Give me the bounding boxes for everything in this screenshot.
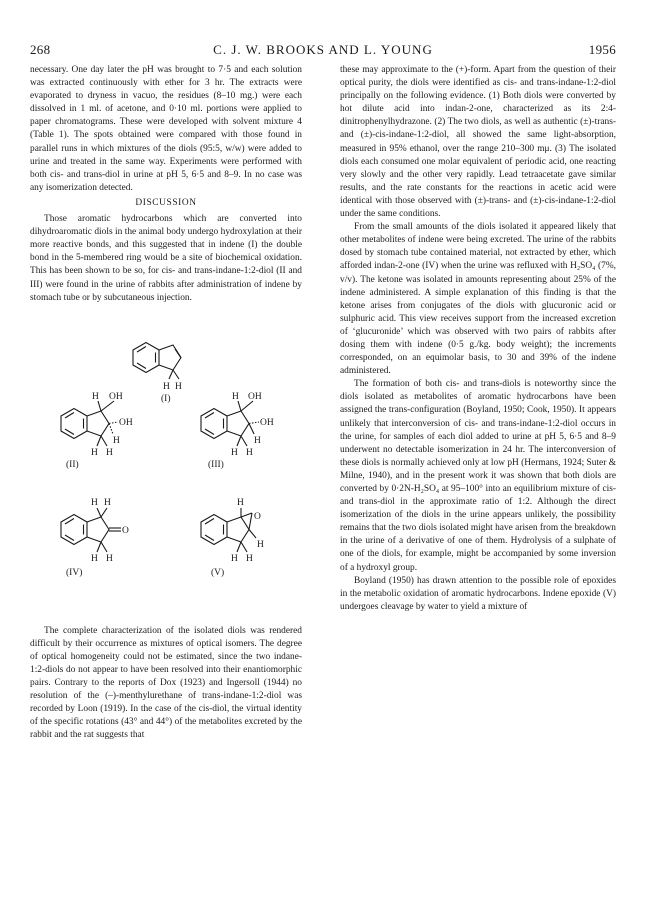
atom-h: H bbox=[232, 391, 239, 402]
atom-h: H bbox=[257, 539, 264, 550]
atom-h: H bbox=[106, 553, 113, 564]
atom-h: H bbox=[246, 447, 253, 458]
atom-oh: OH bbox=[119, 417, 133, 428]
structure-epoxide bbox=[201, 508, 256, 552]
right-column bbox=[340, 64, 616, 614]
section-heading: DISCUSSION bbox=[135, 197, 197, 208]
atom-h: H bbox=[175, 381, 182, 392]
atom-h: H bbox=[163, 381, 170, 392]
atom-oh: OH bbox=[109, 391, 123, 402]
atom-h: H bbox=[92, 391, 99, 402]
atom-h: H bbox=[91, 553, 98, 564]
atom-h: H bbox=[231, 553, 238, 564]
atom-h: H bbox=[237, 497, 244, 508]
page-header bbox=[30, 42, 616, 60]
paragraph: The formation of both cis- and trans-diols is noteworthy since the diols isolated as metabolites of aromatic hydrocarbons have been assigned the trans-configuration (Boyland, 1950; Cook, 1950). It appears unlikely that interconversion of cis- and trans-indane-1:2-diol occurs in the urine, for samples of each diol added to urine at pH 5, 6·5 and 8–9 underwent no detectable isomerization in 24 hr. The interconversion of these diols is normally achieved only at low pH (Hermans, 1924; Suter & Milne, 1940), and in the present work it was shown that both diols are converted by 0·2N-H₂SO₄ at 95–100° into an equilibrium mixture of cis- and trans-diol in the approximate ratio of 1:2. Although the direct isomerization of the diols in the urine appears unlikely, the possibility remains that the two diols isolated might have arisen from the breakdown in the urine of a derivative of one of them. Hydrolysis of a sulphate of one of the diols, for example, might be accompanied by some inversion of a hydroxyl group. bbox=[340, 379, 616, 573]
atom-oh: OH bbox=[260, 417, 274, 428]
paragraph: The complete characterization of the isolated diols was rendered difficult by their occurrence as mixtures of optical isomers. The degree of optical homogeneity could not be estimated, since the two indane-1:2-diols do not appear to have been resolved into their enantiomorphic pairs. Contrary to the reports of Dox (1923) and Ingersoll (1944) no resolution of the (–)-menthylurethane of trans-indane-1:2-diol was recorded by Loon (1919). In the case of the cis-diol, the virtual identity of the specific rotations (43° and 44°) of the metabolites excreted by the rabbit and the rat suggests that bbox=[30, 625, 302, 741]
structure-indene bbox=[133, 342, 181, 379]
label-V: (V) bbox=[211, 567, 225, 578]
atom-h: H bbox=[91, 497, 98, 508]
atom-h: H bbox=[231, 447, 238, 458]
structure-trans-diol bbox=[201, 401, 259, 446]
label-III: (III) bbox=[208, 459, 224, 470]
year: 1956 bbox=[588, 42, 616, 57]
paragraph: necessary. One day later the pH was brought to 7·5 and each solution was extracted continuously with ether for 3 hr. The extracts were evaporated to dryness in vacuo, the residues (8–10 mg.) were each dissolved in 1 ml. of acetone, and 0·10 ml. portions were applied to paper chromatograms. These were developed with solvent mixture 4 (Table 1). The spots obtained were compared with those found in parallel runs in which mixtures of the diols (95:5, w/w) were added to urine and treated in the same way. Experiments were performed with both cis- and trans-diol in urine at pH 5, 6·5 and 8–9. In no case was any isomerization detected. bbox=[30, 65, 302, 193]
label-IV: (IV) bbox=[66, 567, 83, 578]
atom-o: O bbox=[254, 511, 261, 522]
paragraph: Boyland (1950) has drawn attention to the possible role of epoxides in the metabolic oxidation of aromatic hydrocarbons. Indene epoxide (V) undergoes cleavage by water to yield a mixture of bbox=[340, 575, 616, 612]
structure-indanone bbox=[61, 508, 121, 552]
structure-cis-diol bbox=[61, 401, 118, 446]
label-I: (I) bbox=[161, 393, 171, 404]
paragraph: From the small amounts of the diols isolated it appeared likely that other metabolites of indene were being excreted. The urine of the rabbits dosed by stomach tube contained material, not extracted by ether, which afforded indan-2-one (IV) when the urine was refluxed with H₂SO₄ (7%, v/v). The ketone was isolated in amounts representing about 25% of the indene administered. A simple explanation of this finding is that the ketone arises from conjugates of the diols with glucuronic acid or sulphuric acid. This view receives support from the increased excretion of ‘glucuronide’ which was observed with two pairs of rabbits after dosing them with indene (0·5 g./kg. body weight); the increments corresponded, on an equimolar basis, to 30 and 39% of the indene administered. bbox=[340, 222, 616, 377]
atom-h: H bbox=[254, 435, 261, 446]
structures-svg bbox=[30, 309, 302, 623]
paragraph: Those aromatic hydrocarbons which are converted into dihydroaromatic diols in the animal body undergo hydroxylation at their more reactive bonds, and this suggested that in indene (I) the double bond in the 5-membered ring would be a site of biochemical oxidation. This has been shown to be so, for cis- and trans-indane-1:2-diol (II and III) were found in the urine of rabbits after administration of indene by stomach tube or by subcutaneous injection. bbox=[30, 214, 302, 303]
page-number: 268 bbox=[30, 42, 51, 57]
atom-o: O bbox=[122, 525, 129, 536]
atom-h: H bbox=[113, 435, 120, 446]
label-II: (II) bbox=[66, 459, 79, 470]
atom-h: H bbox=[246, 553, 253, 564]
paragraph: these may approximate to the (+)-form. Apart from the question of their optical purity, the diols were identified as cis- and trans-indane-1:2-diol principally on the following evidence. (1) Both diols were converted by hot dilute acid into indan-2-one, characterized as its 2:4-dinitrophenylhydrazone. (2) The two diols, as well as authentic (±)-trans- and (±)-cis-indane-1:2-diol, all showed the same light-absorption, measured in 95% ethanol, over the range 210–300 mμ. (3) The isolated diols each consumed one molar equivalent of periodic acid, one reacting very slowly and the other very rapidly. Lead tetraacetate gave similar results, and the rate constants for the reactions in acetic acid were identical with those observed with (±)-trans- and (±)-cis-indane-1:2-diol under the same conditions. bbox=[340, 65, 616, 220]
chemical-structures-figure bbox=[30, 309, 302, 623]
atom-oh: OH bbox=[248, 391, 262, 402]
left-column bbox=[30, 64, 302, 743]
atom-h: H bbox=[106, 447, 113, 458]
atom-h: H bbox=[91, 447, 98, 458]
running-title: C. J. W. BROOKS AND L. YOUNG bbox=[213, 42, 433, 57]
atom-h: H bbox=[104, 497, 111, 508]
